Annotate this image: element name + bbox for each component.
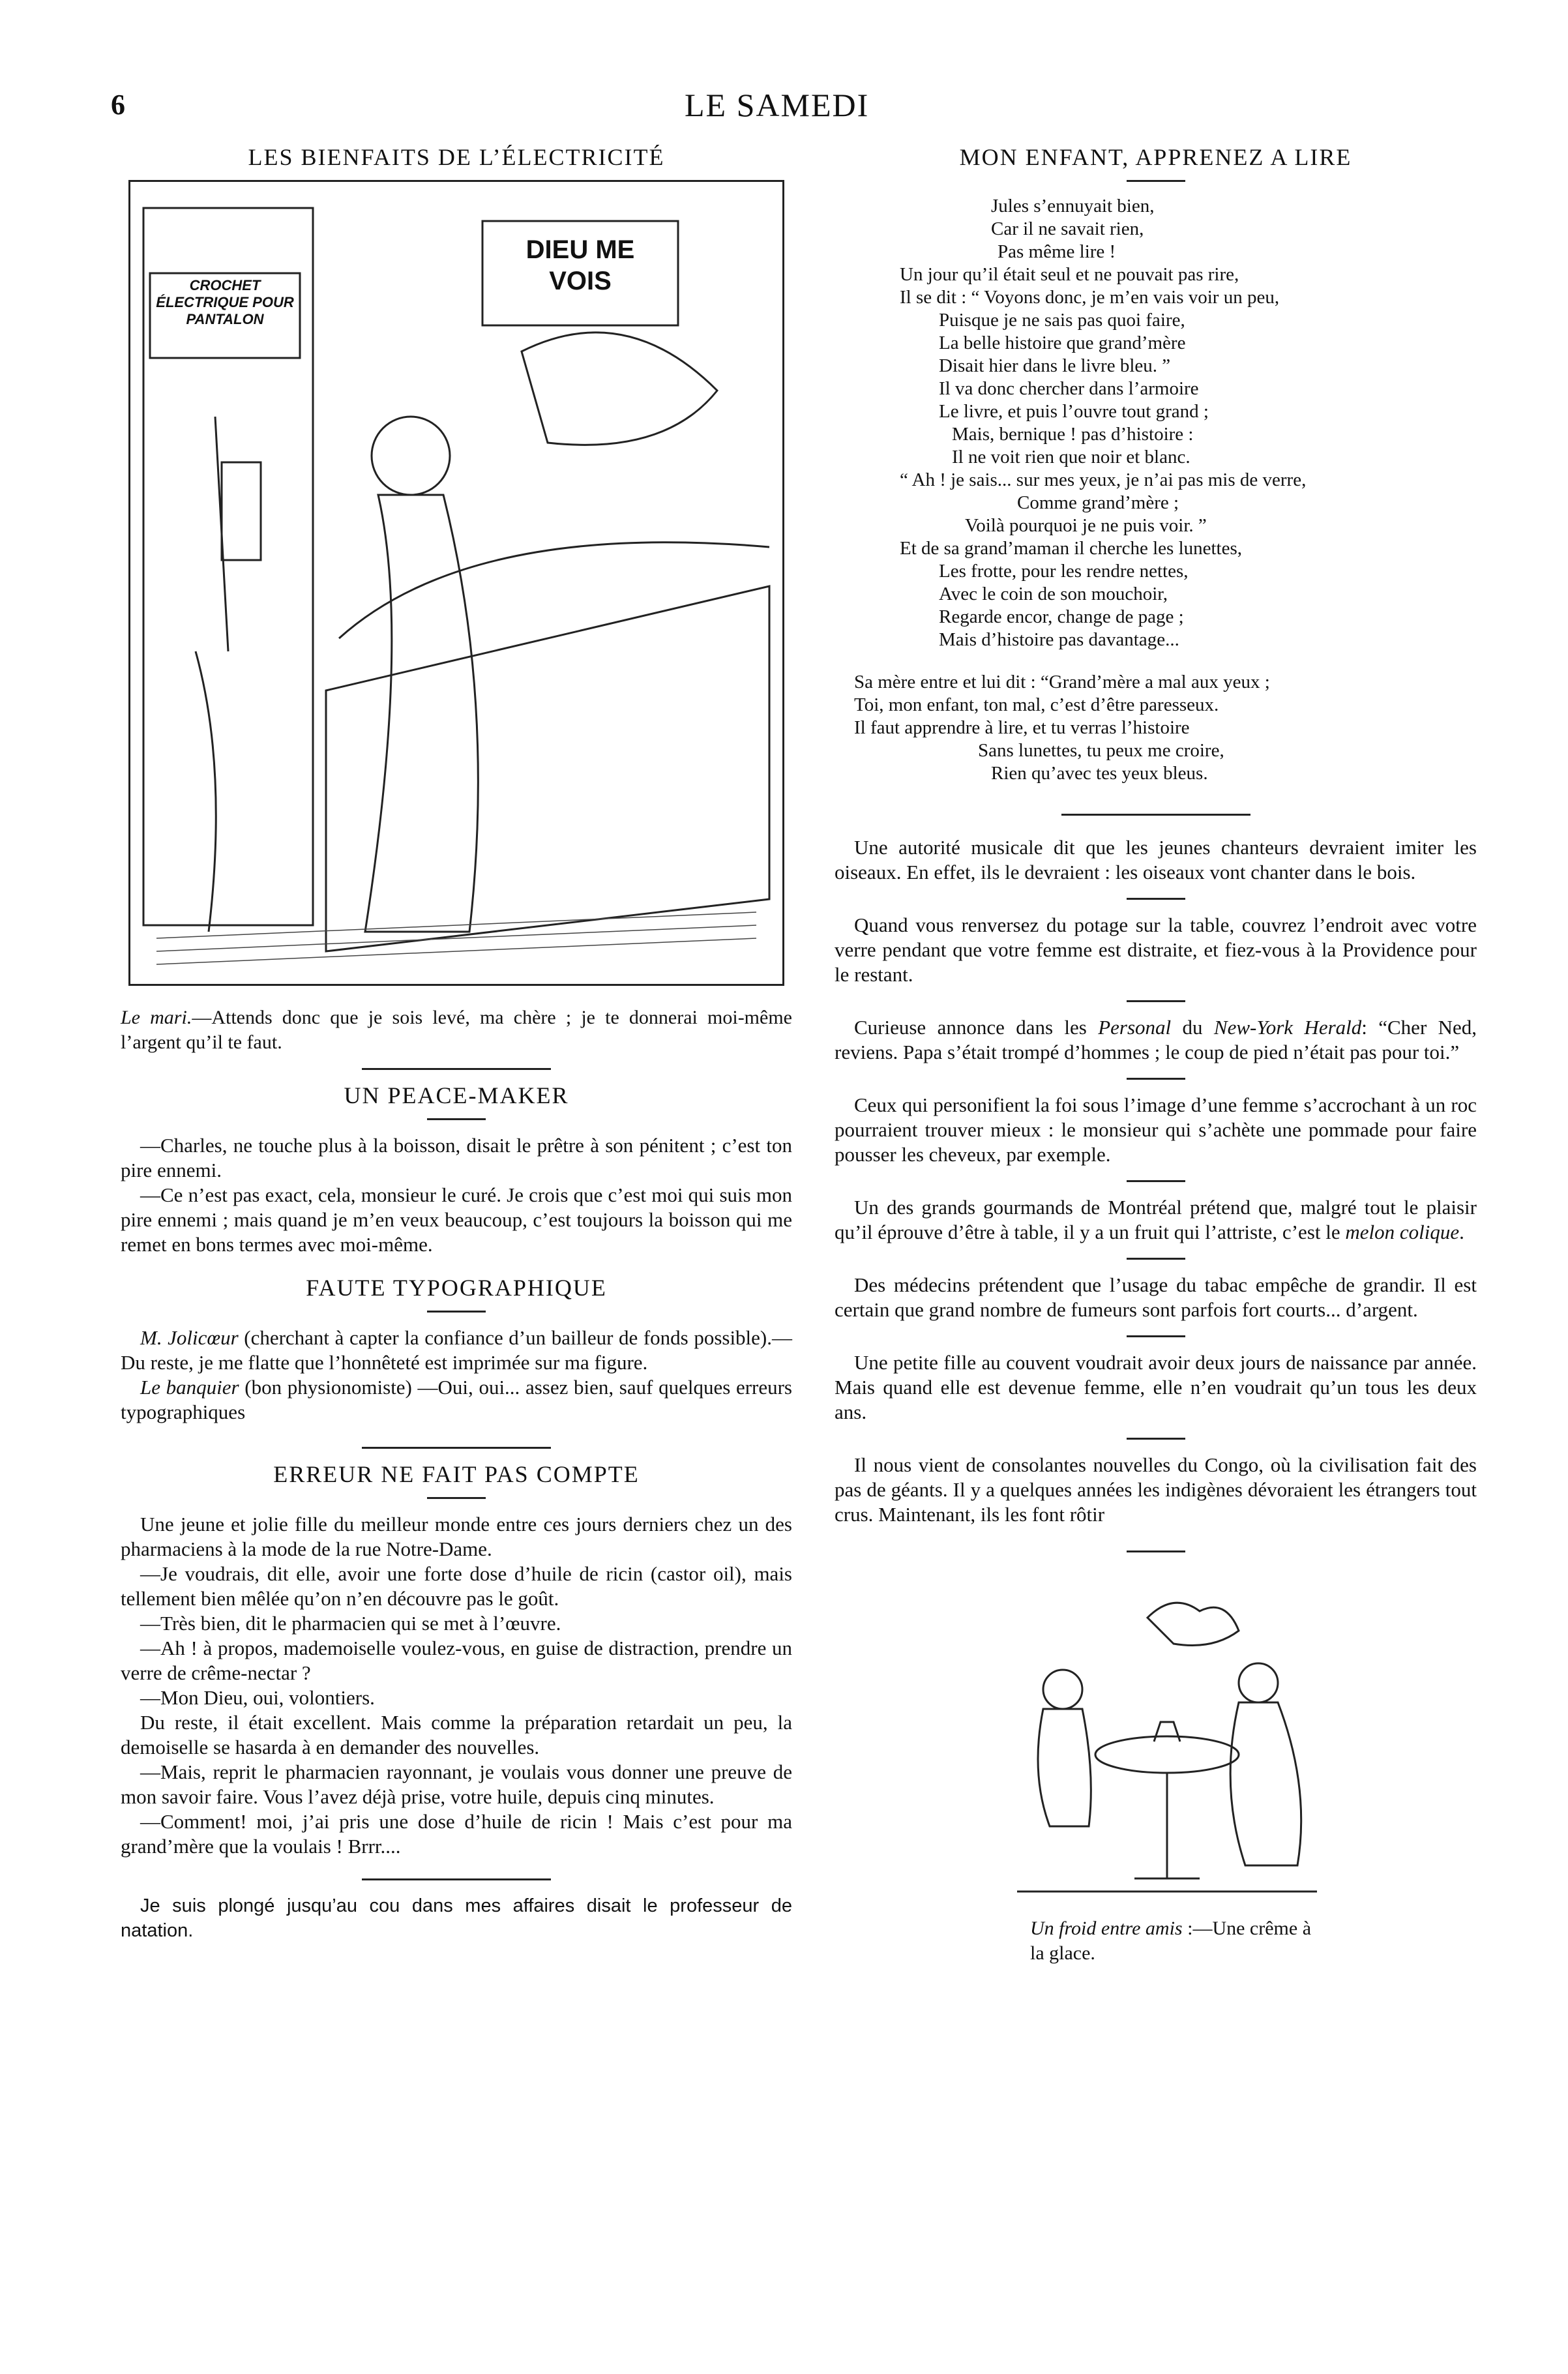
paragraph: —Mais, reprit le pharmacien rayonnant, je voulais vous donner une preuve de mon savoir faire. Vous l’avez déjà prise, votre huile, depuis cinq minutes. [121, 1760, 792, 1808]
anecdote: Une autorité musicale dit que les jeunes chanteurs devraient imiter les oiseaux. En effet, ils le devraient : les oiseaux vont chanter dans le bois. [835, 836, 1477, 883]
closing-joke: Je suis plongé jusqu’au cou dans mes affaires disait le professeur de natation. [121, 1895, 792, 1941]
divider [1127, 180, 1185, 182]
divider [427, 1497, 486, 1499]
poem-title: MON ENFANT, APPRENEZ A LIRE [959, 144, 1352, 170]
divider [1127, 1180, 1185, 1182]
text-italic: melon colique [1345, 1221, 1460, 1243]
poem-line: Il se dit : “ Voyons donc, je m’en vais voir un peu, [900, 287, 1280, 308]
poem-line: Pas même lire ! [998, 241, 1116, 262]
divider [1127, 1335, 1185, 1337]
poem-line: Et de sa grand’maman il cherche les lunettes, [900, 538, 1243, 559]
text-italic: New-York Herald [1213, 1016, 1362, 1039]
poem-line: Mais d’histoire pas davantage... [939, 629, 1179, 650]
divider [362, 1447, 551, 1449]
anecdote: Des médecins prétendent que l’usage du tabac empêche de grandir. Il est certain que grand nombre de fumeurs sont parfois fort courts... d’argent. [835, 1273, 1477, 1321]
sign-crochet-text: CROCHET ÉLECTRIQUE POUR PANTALON [156, 277, 294, 327]
poem-line: Sa mère entre et lui dit : “Grand’mère a mal aux yeux ; [854, 672, 1270, 692]
caption-text: :—Une crême à la glace. [1030, 1918, 1312, 1964]
speaker: M. Jolicœur [140, 1326, 239, 1349]
poem-stanza-1 [835, 195, 1477, 651]
poem-line: Il va donc chercher dans l’armoire [939, 378, 1199, 399]
right-column [835, 145, 1477, 1966]
divider [1127, 898, 1185, 900]
paragraph: Du reste, il était excellent. Mais comme la préparation retardait un peu, la demoiselle se hasarda à en demander des nouvelles. [121, 1711, 792, 1758]
anecdote: Ceux qui personifient la foi sous l’image d’une femme s’accrochant à un roc pourraient trouver mieux : le monsieur qui s’achète une pommade pour faire pousser les cheveux, par exemple. [835, 1093, 1477, 1166]
paragraph: —Ce n’est pas exact, cela, monsieur le curé. Je crois que c’est moi qui suis mon pire ennemi ; mais quand je m’en veux beaucoup, c’est toujours la boisson qui me remet en bons termes avec moi-même. [121, 1183, 792, 1256]
paragraph [121, 1326, 792, 1375]
anecdote: Une petite fille au couvent voudrait avoir deux jours de naissance par année. Mais quand elle est devenue femme, elle n’en voudrait qu’un tous les deux ans. [835, 1351, 1477, 1423]
paragraph: —Ah ! à propos, mademoiselle voulez-vous, en guise de distraction, prendre un verre de crême-nectar ? [121, 1637, 792, 1684]
poem-line: Un jour qu’il était seul et ne pouvait pas rire, [900, 264, 1239, 285]
divider [1061, 814, 1250, 816]
paragraph: —Je voudrais, dit elle, avoir une forte dose d’huile de ricin (castor oil), mais tellement bien mêlée qu’on n’en découvre pas le goût. [121, 1562, 792, 1610]
poem-line: La belle histoire que grand’mère [939, 333, 1186, 353]
sign-dieu-text: DIEU ME VOIS [525, 235, 635, 295]
divider [1127, 1551, 1185, 1552]
caption-electricite [121, 1005, 792, 1055]
text: du [1171, 1016, 1214, 1039]
poem-line: Puisque je ne sais pas quoi faire, [939, 310, 1185, 331]
poem-stanza-2 [835, 671, 1477, 785]
poem-line: Il faut apprendre à lire, et tu verras l’histoire [854, 717, 1190, 738]
poem-line: Car il ne savait rien, [991, 218, 1144, 239]
anecdote: Quand vous renversez du potage sur la table, couvrez l’endroit avec votre verre pendant que votre femme est distraite, et fiez-vous à la Providence pour le restant. [835, 913, 1477, 986]
section-title-peace-maker: UN PEACE-MAKER [344, 1082, 569, 1108]
section-title-erreur: ERREUR NE FAIT PAS COMPTE [273, 1461, 640, 1487]
poem-line: “ Ah ! je sais... sur mes yeux, je n’ai pas mis de verre, [900, 469, 1307, 490]
text: Curieuse annonce dans les [854, 1016, 1099, 1039]
poem-line: Jules s’ennuyait bien, [991, 196, 1155, 216]
anecdote-herald [835, 1015, 1477, 1065]
poem-line: Sans lunettes, tu peux me croire, [978, 740, 1224, 761]
cafe-drawing [1004, 1592, 1330, 1905]
poem-line: Voilà pourquoi je ne puis voir. ” [965, 515, 1207, 536]
section-title-faute: FAUTE TYPOGRAPHIQUE [306, 1275, 607, 1301]
text: (cherchant à capter la confiance d’un bailleur de fonds possible).—Du reste, je me flatte que l’honnêteté est imprimée sur ma figure. [121, 1326, 793, 1374]
page-number: 6 [111, 89, 125, 121]
text: Un des grands gourmands de Montréal prétend que, malgré tout le plaisir qu’il éprouve d’être à table, il y a un fruit qui l’attriste, c’est le [835, 1196, 1477, 1243]
poem-line: Il ne voit rien que noir et blanc. [952, 447, 1191, 467]
section-title-electricite: LES BIENFAITS DE L’ÉLECTRICITÉ [248, 144, 665, 170]
text-italic: Personal [1098, 1016, 1172, 1039]
illustration-cafe [1004, 1592, 1330, 1905]
speaker: Le banquier [140, 1376, 239, 1399]
divider [362, 1878, 551, 1880]
poem-line: Avec le coin de son mouchoir, [939, 584, 1168, 604]
caption-speaker: Le mari. [121, 1007, 192, 1028]
paragraph: —Charles, ne touche plus à la boisson, disait le prêtre à son pénitent ; c’est ton pire ennemi. [121, 1134, 792, 1181]
divider [1127, 1438, 1185, 1440]
divider [362, 1068, 551, 1070]
paragraph: —Comment! moi, j’ai pris une dose d’huile de ricin ! Mais c’est pour ma grand’mère que la voulais ! Brrr.... [121, 1810, 792, 1858]
paragraph: Une jeune et jolie fille du meilleur monde entre ces jours derniers chez un des pharmaciens à la mode de la rue Notre-Dame. [121, 1513, 792, 1560]
anecdote: Il nous vient de consolantes nouvelles du Congo, où la civilisation fait des pas de géants. Il y a quelques années les indigènes dévoraient les étrangers tout crus. Maintenant, ils les font rôtir [835, 1453, 1477, 1526]
poem-line: Le livre, et puis l’ouvre tout grand ; [939, 401, 1209, 422]
poem-line: Les frotte, pour les rendre nettes, [939, 561, 1189, 582]
poem-line: Disait hier dans le livre bleu. ” [939, 355, 1171, 376]
left-column [121, 145, 792, 1943]
poem-line: Rien qu’avec tes yeux bleus. [991, 763, 1208, 784]
divider [427, 1311, 486, 1313]
divider [1127, 1078, 1185, 1080]
poem-line: Mais, bernique ! pas d’histoire : [952, 424, 1194, 445]
poem-line: Regarde encor, change de page ; [939, 606, 1184, 627]
text: : “Cher Ned, reviens. Papa s’était trompé d’hommes ; le coup de pied n’était pas pour toi.” [835, 1016, 1477, 1063]
divider [427, 1118, 486, 1120]
poem-line: Toi, mon enfant, ton mal, c’est d’être paresseux. [854, 694, 1219, 715]
divider [1127, 1000, 1185, 1002]
poem-line: Comme grand’mère ; [1017, 492, 1179, 513]
anecdote-melon: Un des grands gourmands de Montréal prétend que, malgré tout le plaisir qu’il éprouve d’être à table, il y a un fruit qui l’attriste, c’est le melon colique. [835, 1196, 1477, 1243]
caption-italic: Un froid entre amis [1030, 1918, 1183, 1939]
paragraph [121, 1375, 792, 1425]
paragraph: —Mon Dieu, oui, volontiers. [140, 1686, 375, 1709]
divider [1127, 1258, 1185, 1260]
caption-text: —Attends donc que je sois levé, ma chère ; je te donnerai moi-même l’argent qu’il te faut. [121, 1007, 792, 1053]
text: (bon physionomiste) —Oui, oui... assez bien, sauf quelques erreurs typographiques [121, 1376, 792, 1423]
bedroom-drawing [130, 182, 782, 984]
masthead: LE SAMEDI [685, 87, 870, 123]
caption-cafe [1030, 1916, 1317, 1966]
illustration-bedroom [128, 180, 784, 986]
paragraph: —Très bien, dit le pharmacien qui se met à l’œuvre. [140, 1612, 561, 1635]
